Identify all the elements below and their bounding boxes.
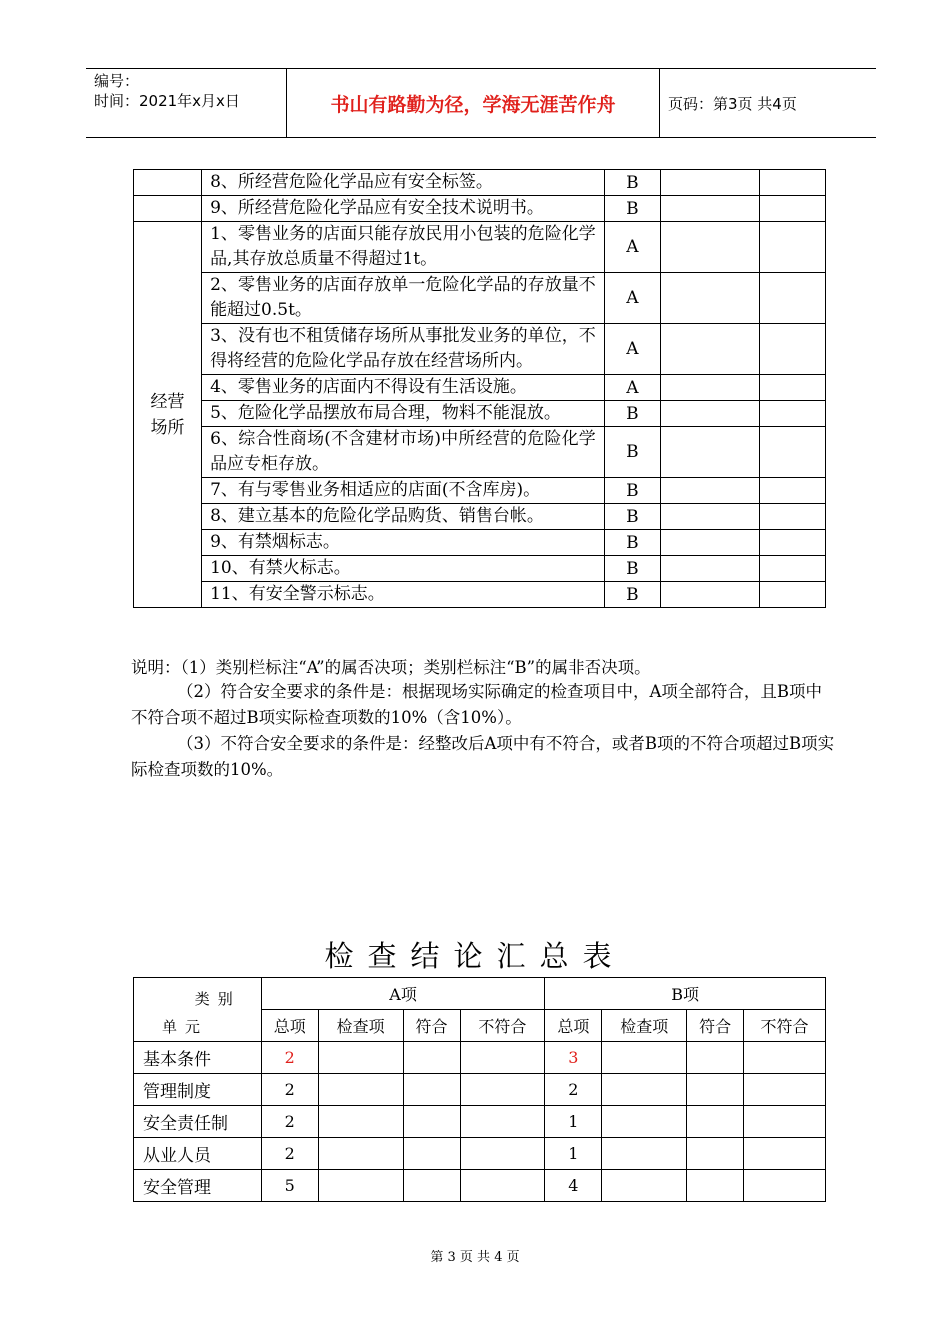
group-a-header: A项 [261, 978, 545, 1010]
item-class: A [604, 375, 660, 401]
subheader: 检查项 [602, 1010, 687, 1042]
table-row [134, 401, 826, 427]
table-row [134, 1170, 826, 1202]
item-text: 8、所经营危险化学品应有安全标签。 [202, 170, 605, 196]
table-row [134, 582, 826, 608]
table-row [134, 427, 826, 478]
a-total: 2 [261, 1106, 318, 1138]
category-label: 经营 场所 [150, 391, 185, 438]
item-class: B [604, 401, 660, 427]
item-text: 9、所经营危险化学品应有安全技术说明书。 [202, 196, 605, 222]
subheader: 不符合 [744, 1010, 826, 1042]
table-row [134, 375, 826, 401]
item-class: A [604, 222, 660, 273]
table-row [134, 556, 826, 582]
a-total: 5 [261, 1170, 318, 1202]
page-footer: 第 3 页 共 4 页 [430, 1250, 520, 1265]
table-row [134, 1138, 826, 1170]
table-row [134, 1074, 826, 1106]
unit-name: 基本条件 [134, 1042, 262, 1074]
b-total: 4 [545, 1170, 602, 1202]
item-text: 11、有安全警示标志。 [202, 582, 605, 608]
table-row [134, 170, 826, 196]
header-meta [94, 71, 284, 111]
item-text: 1、零售业务的店面只能存放民用小包装的危险化学品,其存放总质量不得超过1t。 [202, 222, 605, 273]
item-text: 7、有与零售业务相适应的店面(不含库房)。 [202, 478, 605, 504]
subheader: 符合 [403, 1010, 460, 1042]
item-class: B [604, 478, 660, 504]
table-row [134, 196, 826, 222]
item-class: B [604, 530, 660, 556]
note-1: 说明：（1）类别栏标注“A”的属否决项；类别栏标注“B”的属非否决项。 [131, 658, 651, 677]
b-total: 1 [545, 1138, 602, 1170]
header-unit: 单元 [162, 1018, 209, 1036]
subheader: 检查项 [318, 1010, 403, 1042]
summary-table [133, 977, 826, 1202]
item-class: A [604, 324, 660, 375]
summary-header-row [134, 978, 826, 1010]
item-text: 6、综合性商场(不含建材市场)中所经营的危险化学品应专柜存放。 [202, 427, 605, 478]
subheader: 总项 [261, 1010, 318, 1042]
a-total: 2 [261, 1138, 318, 1170]
subheader: 不符合 [460, 1010, 545, 1042]
inspection-items-table [133, 169, 826, 608]
item-class: B [604, 170, 660, 196]
table-row [134, 324, 826, 375]
note-2: （2）符合安全要求的条件是：根据现场实际确定的检查项目中，A项全部符合，且B项中不符合项不超过B项实际检查项数的10%（含10%）。 [131, 682, 823, 727]
item-class: A [604, 273, 660, 324]
b-total: 1 [545, 1106, 602, 1138]
table-row [134, 222, 826, 273]
number-label: 编号： [94, 72, 140, 90]
item-text: 4、零售业务的店面内不得设有生活设施。 [202, 375, 605, 401]
time-label: 时间：2021年x月x日 [94, 92, 240, 110]
summary-title: 检查结论汇总表 [324, 939, 626, 973]
item-class: B [604, 556, 660, 582]
table-row [134, 273, 826, 324]
header-motto: 书山有路勤为径，学海无涯苦作舟 [286, 69, 660, 137]
item-text: 3、没有也不租赁储存场所从事批发业务的单位，不得将经营的危险化学品存放在经营场所内。 [202, 324, 605, 375]
note-3: （3）不符合安全要求的条件是：经整改后A项中有不符合，或者B项的不符合项超过B项实际检查项数的10%。 [131, 734, 835, 779]
page-header [86, 68, 876, 138]
category-cell [134, 222, 202, 608]
item-text: 5、危险化学品摆放布局合理，物料不能混放。 [202, 401, 605, 427]
b-total: 3 [545, 1042, 602, 1074]
item-class: B [604, 427, 660, 478]
unit-name: 从业人员 [134, 1138, 262, 1170]
diagonal-header-cell [134, 978, 262, 1042]
unit-name: 安全管理 [134, 1170, 262, 1202]
table-row [134, 1106, 826, 1138]
unit-name: 管理制度 [134, 1074, 262, 1106]
a-total: 2 [261, 1074, 318, 1106]
table-row [134, 504, 826, 530]
subheader: 符合 [687, 1010, 744, 1042]
header-category: 类别 [194, 990, 241, 1008]
item-text: 8、建立基本的危险化学品购货、销售台帐。 [202, 504, 605, 530]
unit-name: 安全责任制 [134, 1106, 262, 1138]
item-text: 2、零售业务的店面存放单一危险化学品的存放量不能超过0.5t。 [202, 273, 605, 324]
item-class: B [604, 504, 660, 530]
item-text: 9、有禁烟标志。 [202, 530, 605, 556]
item-class: B [604, 582, 660, 608]
table-row [134, 530, 826, 556]
table-row [134, 478, 826, 504]
header-page-label: 页码：第3页 共4页 [668, 94, 797, 113]
table-row [134, 1042, 826, 1074]
subheader: 总项 [545, 1010, 602, 1042]
group-b-header: B项 [545, 978, 826, 1010]
item-text: 10、有禁火标志。 [202, 556, 605, 582]
item-class: B [604, 196, 660, 222]
a-total: 2 [261, 1042, 318, 1074]
b-total: 2 [545, 1074, 602, 1106]
